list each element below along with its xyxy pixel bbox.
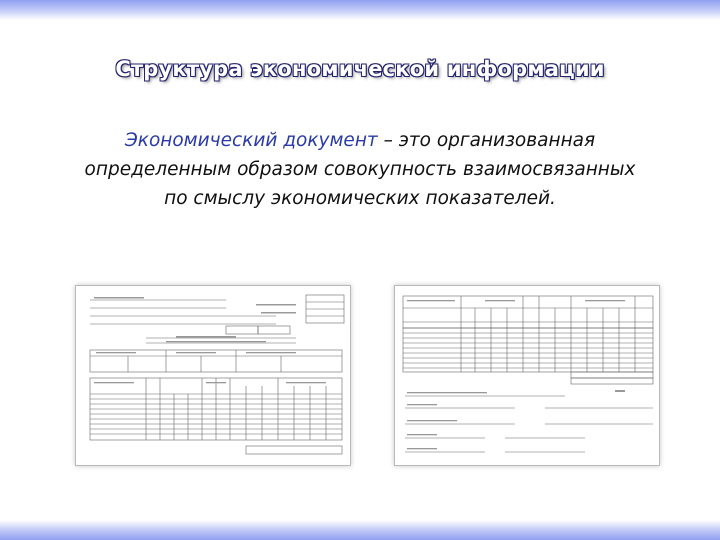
waybill-form-front-image <box>75 285 351 466</box>
slide-title: Структура экономической информации <box>115 57 605 81</box>
form-front-drawing <box>76 286 350 465</box>
waybill-form-back-image <box>394 285 660 466</box>
definition-text: – это организованная определенным образом совокупность взаимосвязанных по смыслу экономических показателей. <box>84 130 636 209</box>
top-gradient-band <box>0 0 720 20</box>
form-back-drawing <box>395 286 659 465</box>
definition-term: Экономический документ <box>124 130 378 151</box>
bottom-gradient-band <box>0 520 720 540</box>
definition-paragraph <box>80 126 640 213</box>
